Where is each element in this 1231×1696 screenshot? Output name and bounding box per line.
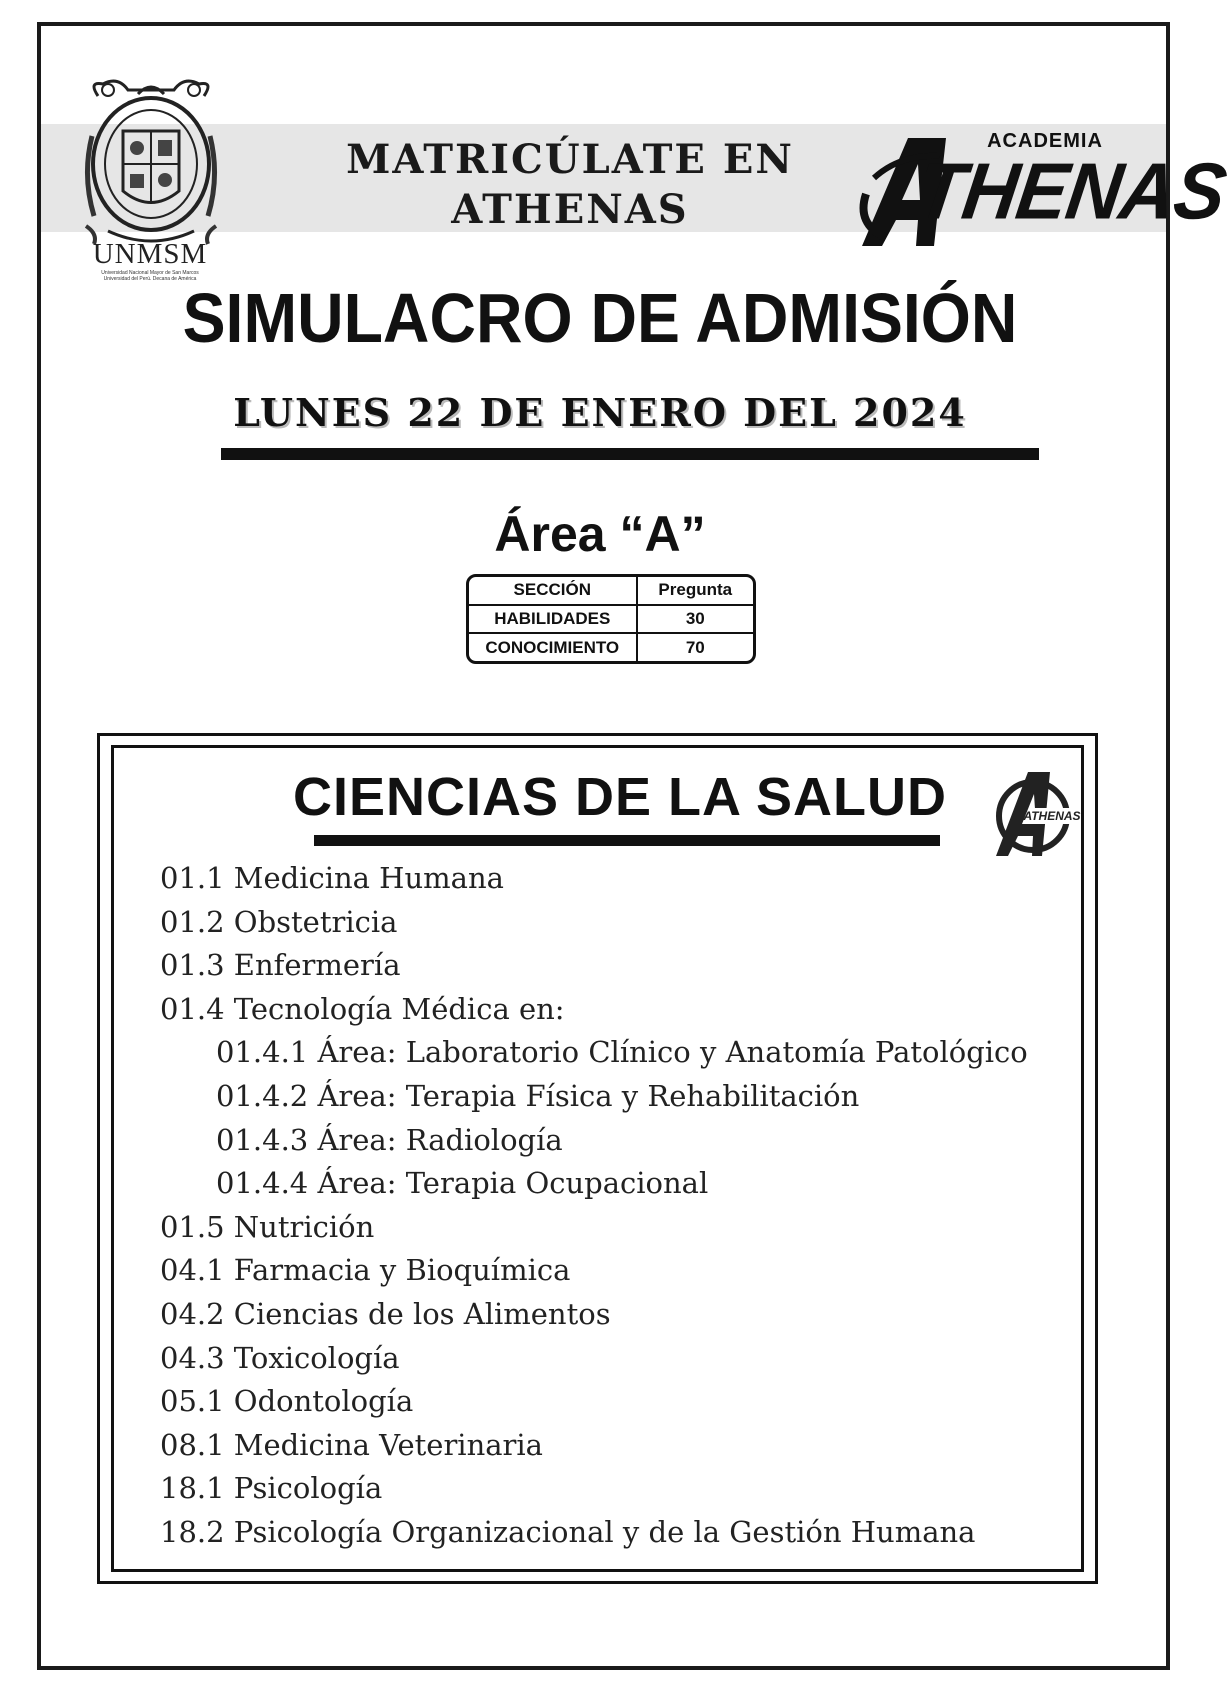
program-list — [160, 857, 1028, 1555]
column-header: Pregunta — [637, 577, 753, 605]
seal-subtitle-line: Universidad Nacional Mayor de San Marcos — [101, 270, 199, 276]
table-header-row — [469, 577, 753, 605]
banner-line: ATHENAS — [451, 186, 689, 233]
list-item: 01.1 Medicina Humana — [160, 861, 504, 895]
list-item: 01.4 Tecnología Médica en: — [160, 991, 565, 1026]
exam-date: LUNES 22 DE ENERO DEL 2024 — [233, 390, 967, 435]
section-cell: HABILIDADES — [469, 605, 637, 634]
list-item: 01.3 Enfermería — [160, 948, 401, 983]
academia-athenas-logo — [860, 126, 1231, 246]
list-item: 05.1 Odontología — [160, 1384, 414, 1419]
area-title: Área “A” — [494, 506, 706, 562]
section-title: CIENCIAS DE LA SALUD — [292, 767, 948, 827]
list-subitem: 01.4.4 Área: Terapia Ocupacional — [216, 1166, 709, 1201]
list-subitem: 01.4.3 Área: Radiología — [216, 1122, 563, 1157]
questions-cell: 30 — [637, 605, 753, 634]
section-divider — [314, 835, 940, 846]
section-cell: CONOCIMIENTO — [469, 633, 637, 661]
column-header: SECCIÓN — [469, 577, 637, 605]
table-row — [469, 633, 753, 661]
seal-subtitle-line: Universidad del Perú. Decana de América — [103, 276, 197, 282]
athenas-emblem-icon — [992, 770, 1081, 858]
page-title: SIMULACRO DE ADMISIÓN — [182, 279, 1018, 357]
list-item: 01.2 Obstetricia — [160, 904, 398, 939]
enroll-banner — [300, 135, 840, 235]
list-subitem: 01.4.2 Área: Terapia Física y Rehabilitación — [216, 1078, 860, 1113]
list-item: 04.2 Ciencias de los Alimentos — [160, 1296, 611, 1331]
list-subitem: 01.4.1 Área: Laboratorio Clínico y Anatomía Patológico — [216, 1035, 1028, 1070]
question-table — [466, 574, 756, 664]
list-item: 18.2 Psicología Organizacional y de la Gestión Humana — [160, 1514, 976, 1549]
divider — [221, 448, 1039, 460]
list-item: 04.3 Toxicología — [160, 1340, 400, 1375]
questions-cell: 70 — [637, 633, 753, 661]
table-row — [469, 605, 753, 634]
brand-academy: ACADEMIA — [987, 130, 1103, 152]
brand-name: THENAS — [911, 146, 1231, 237]
list-item: 04.1 Farmacia y Bioquímica — [160, 1253, 571, 1288]
list-item: 01.5 Nutrición — [160, 1209, 375, 1244]
list-item: 18.1 Psicología — [160, 1471, 383, 1506]
banner-line: MATRICÚLATE EN — [346, 136, 794, 183]
emblem-text: ATHENAS — [1023, 809, 1081, 823]
list-item: 08.1 Medicina Veterinaria — [160, 1427, 543, 1462]
seal-label: UNMSM — [92, 238, 208, 270]
